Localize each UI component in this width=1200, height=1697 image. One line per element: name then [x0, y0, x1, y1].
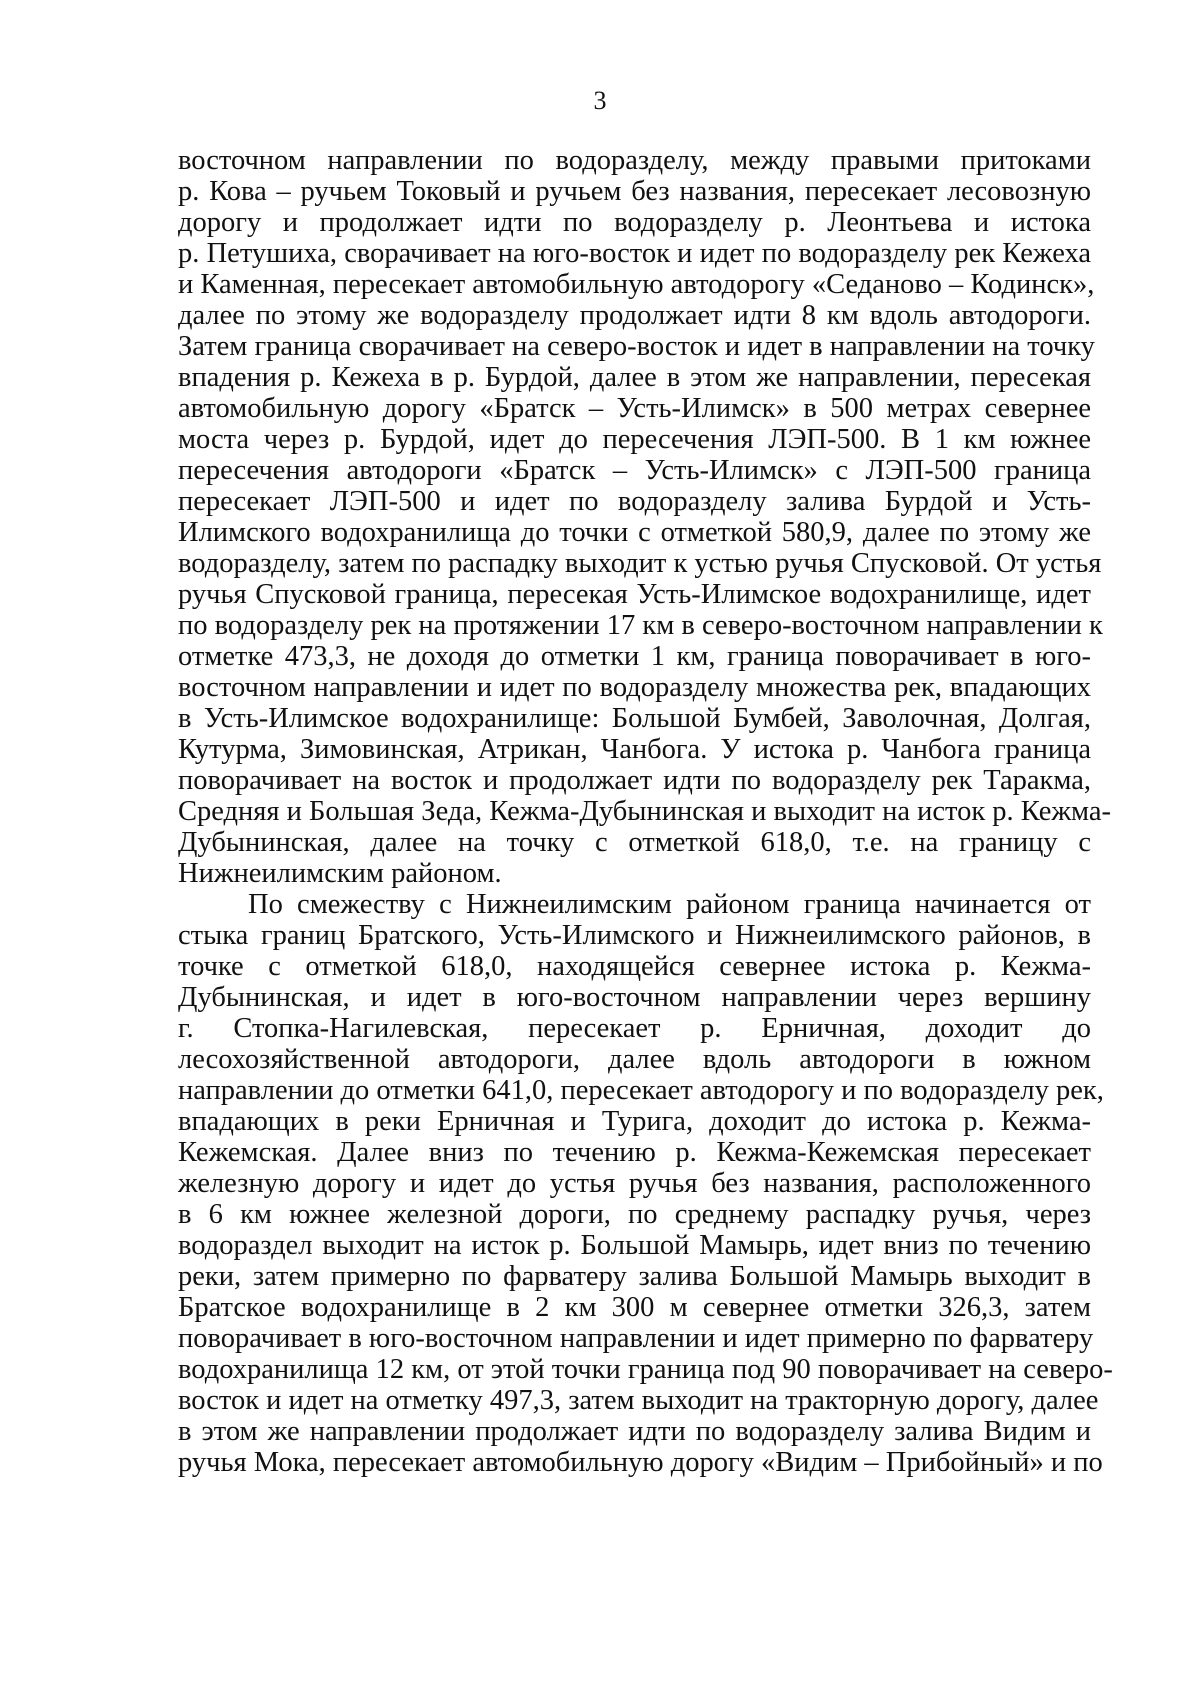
text-line: Затем граница сворачивает на северо-восток и идет в направлении на точку — [178, 331, 1095, 362]
text-line: восточном направлении и идет по водоразделу множества рек, впадающих — [178, 672, 1091, 703]
text-line: ручья Спусковой граница, пересекая Усть-Илимское водохранилище, идет — [178, 579, 1091, 610]
text-line: Дубынинская, далее на точку с отметкой 618,0, т.е. на границу с — [178, 827, 1091, 858]
text-line: Братское водохранилище в 2 км 300 м севернее отметки 326,3, затем — [178, 1292, 1091, 1323]
text-line: г. Стопка-Нагилевская, пересекает р. Ерничная, доходит до — [178, 1013, 1091, 1044]
text-line: р. Петушиха, сворачивает на юго-восток и идет по водоразделу рек Кежеха — [178, 238, 1091, 269]
text-line: Средняя и Большая Зеда, Кежма-Дубынинская и выходит на исток р. Кежма- — [178, 796, 1112, 827]
text-line: направлении до отметки 641,0, пересекает автодорогу и по водоразделу рек, — [178, 1075, 1104, 1106]
text-line: Нижнеилимским районом. — [178, 858, 502, 889]
text-line: восток и идет на отметку 497,3, затем выходит на тракторную дорогу, далее — [178, 1385, 1099, 1416]
text-line: ручья Мока, пересекает автомобильную дорогу «Видим – Прибойный» и по — [178, 1447, 1103, 1478]
text-line: водораздел выходит на исток р. Большой Мамырь, идет вниз по течению — [178, 1230, 1091, 1261]
text-line: лесохозяйственной автодороги, далее вдоль автодороги в южном — [178, 1044, 1091, 1075]
text-line: восточном направлении по водоразделу, между правыми притоками — [178, 145, 1091, 176]
text-line: в 6 км южнее железной дороги, по среднему распадку ручья, через — [178, 1199, 1091, 1230]
text-line: впадения р. Кежеха в р. Бурдой, далее в этом же направлении, пересекая — [178, 362, 1091, 393]
text-line: поворачивает в юго-восточном направлении и идет примерно по фарватеру — [178, 1323, 1094, 1354]
text-line: р. Кова – ручьем Токовый и ручьем без названия, пересекает лесовозную — [178, 176, 1091, 207]
text-line: в Усть-Илимское водохранилище: Большой Бумбей, Заволочная, Долгая, — [178, 703, 1091, 734]
text-line: пересечения автодороги «Братск – Усть-Илимск» с ЛЭП-500 граница — [178, 455, 1091, 486]
document-body-text — [178, 145, 1113, 1478]
text-line: пересекает ЛЭП-500 и идет по водоразделу залива Бурдой и Усть- — [178, 486, 1091, 517]
text-line: дорогу и продолжает идти по водоразделу р. Леонтьева и истока — [178, 207, 1091, 238]
text-line: водохранилища 12 км, от этой точки граница под 90 поворачивает на северо- — [178, 1354, 1113, 1385]
text-line: Илимского водохранилища до точки с отметкой 580,9, далее по этому же — [178, 517, 1091, 548]
text-line: отметке 473,3, не доходя до отметки 1 км, граница поворачивает в юго- — [178, 641, 1091, 672]
text-line: водоразделу, затем по распадку выходит к устью ручья Спусковой. От устья — [178, 548, 1102, 579]
text-line: железную дорогу и идет до устья ручья без названия, расположенного — [178, 1168, 1091, 1199]
text-line: далее по этому же водоразделу продолжает идти 8 км вдоль автодороги. — [178, 300, 1091, 331]
text-line: Кежемская. Далее вниз по течению р. Кежма-Кежемская пересекает — [178, 1137, 1091, 1168]
text-line: поворачивает на восток и продолжает идти по водоразделу рек Таракма, — [178, 765, 1091, 796]
text-line: точке с отметкой 618,0, находящейся севернее истока р. Кежма- — [178, 951, 1091, 982]
text-line: по водоразделу рек на протяжении 17 км в северо-восточном направлении к — [178, 610, 1103, 641]
page-number: 3 — [593, 86, 607, 115]
text-line: моста через р. Бурдой, идет до пересечения ЛЭП-500. В 1 км южнее — [178, 424, 1091, 455]
text-line: в этом же направлении продолжает идти по водоразделу залива Видим и — [178, 1416, 1091, 1447]
text-line: стыка границ Братского, Усть-Илимского и Нижнеилимского районов, в — [178, 920, 1091, 951]
text-line: По смежеству с Нижнеилимским районом граница начинается от — [248, 889, 1091, 920]
text-line: Кутурма, Зимовинская, Атрикан, Чанбога. У истока р. Чанбога граница — [178, 734, 1091, 765]
text-line: и Каменная, пересекает автомобильную автодорогу «Седаново – Кодинск», — [178, 269, 1095, 300]
text-line: Дубынинская, и идет в юго-восточном направлении через вершину — [178, 982, 1091, 1013]
text-line: впадающих в реки Ерничная и Турига, доходит до истока р. Кежма- — [178, 1106, 1091, 1137]
text-line: реки, затем примерно по фарватеру залива Большой Мамырь выходит в — [178, 1261, 1091, 1292]
text-line: автомобильную дорогу «Братск – Усть-Илимск» в 500 метрах севернее — [178, 393, 1091, 424]
